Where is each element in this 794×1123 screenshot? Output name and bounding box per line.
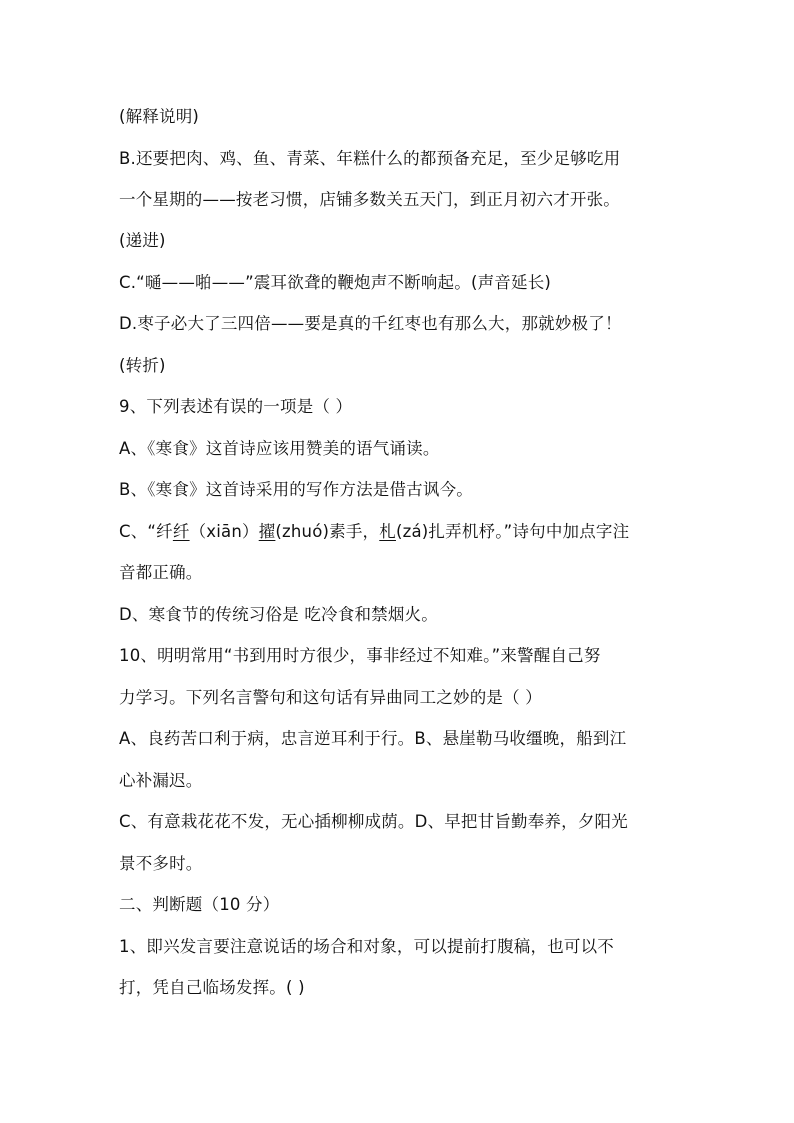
text-segment: (zá)扎弄机杼。”诗句中加点字注 bbox=[395, 522, 630, 541]
question-heading: 1、即兴发言要注意说话的场合和对象，可以提前打腹稿，也可以不 bbox=[119, 937, 614, 956]
question-heading: 10、明明常用“书到用时方很少，事非经过不知难。”来警醒自己努 bbox=[119, 646, 601, 665]
underlined-char: 札 bbox=[379, 522, 396, 541]
section-heading: 二、判断题（10 分） bbox=[119, 895, 280, 914]
underlined-char: 纤 bbox=[172, 522, 190, 541]
text-line: 音都正确。 bbox=[119, 563, 203, 582]
underlined-char: 擢 bbox=[258, 522, 276, 541]
text-line: 力学习。下列名言警句和这句话有异曲同工之妙的是（ ） bbox=[119, 688, 542, 707]
text-line: 景不多时。 bbox=[119, 854, 203, 873]
text-segment: (zhuó)素手， bbox=[275, 522, 380, 541]
text-line: (转折) bbox=[119, 356, 166, 375]
text-line: B.还要把肉、鸡、鱼、青菜、年糕什么的都预备充足，至少足够吃用 bbox=[119, 149, 621, 168]
text-line: C.“嗵——啪——”震耳欲聋的鞭炮声不断响起。(声音延长) bbox=[119, 273, 552, 292]
text-line: 一个星期的——按老习惯，店铺多数关五天门，到正月初六才开张。 bbox=[119, 190, 620, 209]
text-line: 打，凭自己临场发挥。( ) bbox=[119, 978, 305, 997]
text-line: (解释说明) bbox=[119, 107, 200, 126]
text-segment: C、“纤 bbox=[119, 522, 173, 541]
text-line: 心补漏迟。 bbox=[119, 771, 203, 790]
text-line: (递进) bbox=[119, 231, 166, 250]
option-line: A、良药苦口利于病，忠言逆耳利于行。B、悬崖勒马收缰晚，船到江 bbox=[119, 729, 627, 748]
option-line-with-underlines bbox=[119, 522, 694, 542]
option-line: D、寒食节的传统习俗是 吃冷食和禁烟火。 bbox=[119, 605, 438, 624]
text-segment: （xiān） bbox=[189, 522, 259, 541]
option-line: C、有意栽花花不发，无心插柳柳成荫。D、早把甘旨勤奉养，夕阳光 bbox=[119, 812, 628, 831]
option-line: A、《寒食》这首诗应该用赞美的语气诵读。 bbox=[119, 439, 440, 458]
question-heading: 9、下列表述有误的一项是（ ） bbox=[119, 397, 353, 416]
option-line: B、《寒食》这首诗采用的写作方法是借古讽今。 bbox=[119, 480, 473, 499]
text-line: D.枣子必大了三四倍——要是真的千红枣也有那么大，那就妙极了！ bbox=[119, 314, 622, 333]
